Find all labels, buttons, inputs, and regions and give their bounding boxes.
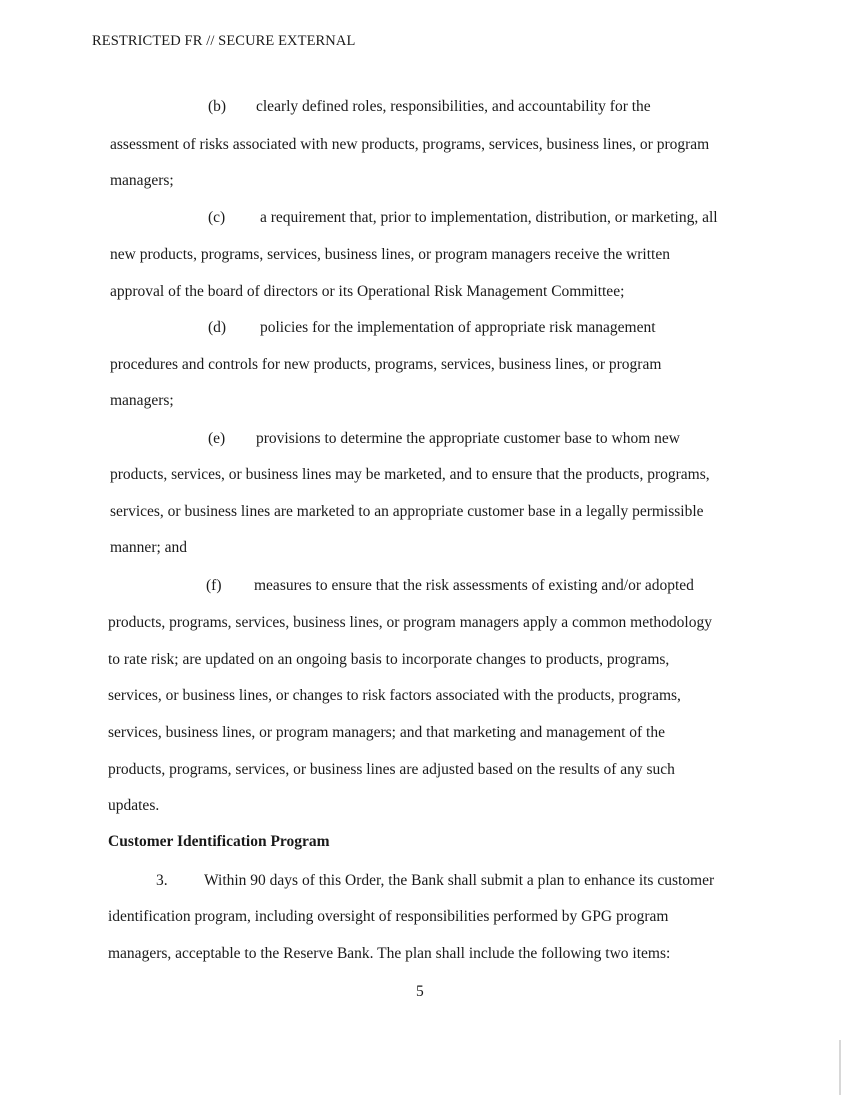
item-f-line-6: products, programs, services, or business lines are adjusted based on the results of any such	[108, 761, 675, 778]
scan-edge-shadow	[839, 1040, 841, 1095]
paragraph-3-line-3: managers, acceptable to the Reserve Bank. The plan shall include the following two items:	[108, 945, 671, 962]
item-e-marker: (e)	[208, 430, 226, 447]
item-d-marker: (d)	[208, 319, 227, 336]
item-f-line-3: to rate risk; are updated on an ongoing basis to incorporate changes to products, programs,	[108, 651, 670, 668]
item-f-line-2: products, programs, services, business lines, or program managers apply a common methodology	[108, 614, 712, 631]
item-f-marker: (f)	[206, 577, 222, 594]
item-e-text: provisions to determine the appropriate customer base to whom new	[256, 430, 680, 447]
item-e-line-3: services, or business lines are marketed to an appropriate customer base in a legally permissible	[110, 503, 704, 520]
paragraph-3-text: Within 90 days of this Order, the Bank shall submit a plan to enhance its customer	[204, 872, 715, 889]
item-e-line-2: products, services, or business lines may be marketed, and to ensure that the products, programs,	[110, 466, 710, 483]
item-c-line-3: approval of the board of directors or its Operational Risk Management Committee;	[110, 283, 625, 300]
paragraph-3-line-2: identification program, including oversight of responsibilities performed by GPG program	[108, 908, 669, 925]
paragraph-3-number: 3.	[156, 872, 168, 889]
item-d-first-line	[208, 319, 656, 337]
item-c-first-line	[208, 209, 718, 227]
item-f-text: measures to ensure that the risk assessments of existing and/or adopted	[254, 577, 694, 594]
item-b-line-2: assessment of risks associated with new products, programs, services, business lines, or program	[110, 136, 710, 153]
paragraph-3-first-line	[156, 872, 714, 890]
item-f-first-line	[206, 577, 694, 595]
item-d-line-2: procedures and controls for new products, programs, services, business lines, or program	[110, 356, 662, 373]
item-b-first-line	[208, 98, 651, 116]
item-c-line-2: new products, programs, services, business lines, or program managers receive the written	[110, 246, 670, 263]
item-e-first-line	[208, 430, 680, 448]
item-c-marker: (c)	[208, 209, 226, 226]
item-c-text: a requirement that, prior to implementation, distribution, or marketing, all	[260, 209, 718, 226]
section-heading: Customer Identification Program	[108, 833, 330, 850]
item-d-line-3: managers;	[110, 392, 174, 409]
item-b-line-3: managers;	[110, 172, 174, 189]
item-b-text: clearly defined roles, responsibilities, and accountability for the	[256, 98, 651, 115]
page-number: 5	[416, 983, 424, 1000]
item-f-line-5: services, business lines, or program managers; and that marketing and management of the	[108, 724, 665, 741]
classification-header: RESTRICTED FR // SECURE EXTERNAL	[92, 33, 356, 49]
item-b-marker: (b)	[208, 98, 227, 115]
item-d-text: policies for the implementation of appropriate risk management	[260, 319, 656, 336]
item-f-line-4: services, or business lines, or changes to risk factors associated with the products, programs,	[108, 687, 681, 704]
item-e-line-4: manner; and	[110, 539, 188, 556]
item-f-line-7: updates.	[108, 797, 160, 814]
